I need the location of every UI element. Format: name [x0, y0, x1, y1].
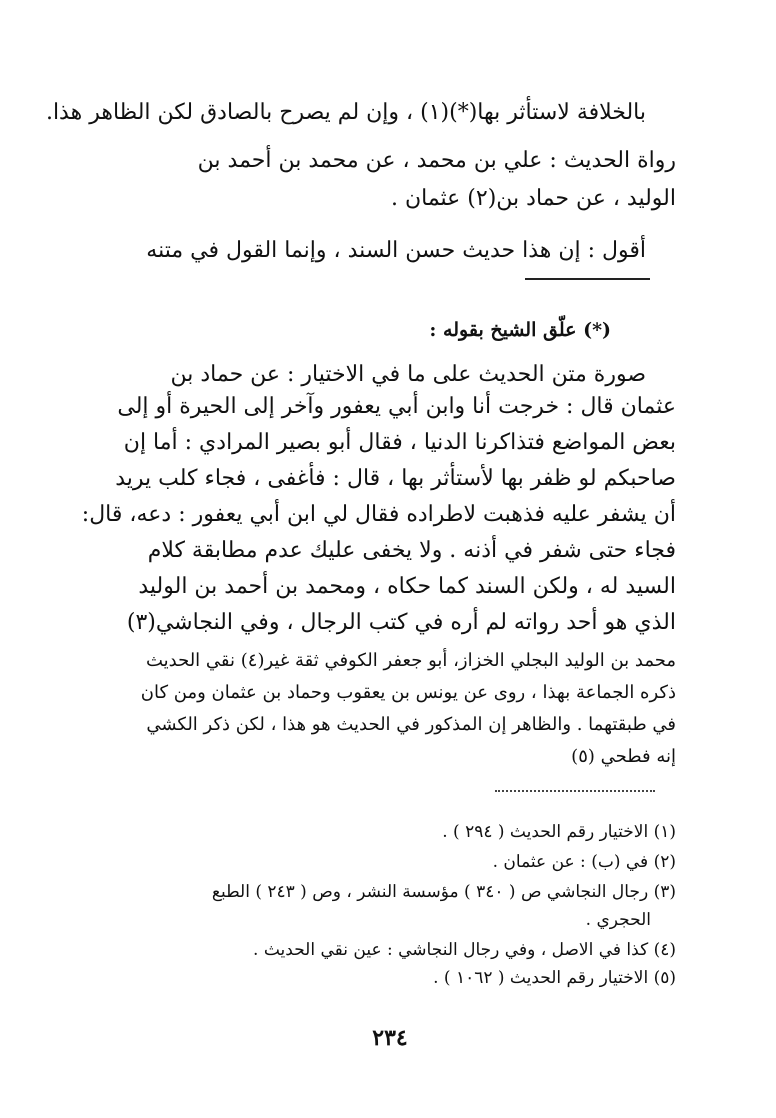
annotation-line: صورة متن الحديث على ما في الاختيار : عن حماد بن: [170, 362, 646, 387]
annotation-line: الذي هو أحد رواته لم أره في كتب الرجال ، وفي النجاشي(٣): [126, 610, 676, 635]
footnote-text: كذا في الاصل ، وفي رجال النجاشي : عين نقي الحديث .: [253, 940, 649, 960]
annotation-line: أن يشفر عليه فذهبت لاطراده فقال لي ابن أبي يعفور : دعه، قال:: [81, 502, 676, 527]
annotation-small-line: محمد بن الوليد البجلي الخزاز، أبو جعفر الكوفي ثقة غير(٤) نقي الحديث: [145, 650, 676, 671]
text-line-2: رواة الحديث : علي بن محمد ، عن محمد بن أحمد بن: [197, 148, 676, 173]
footnote-divider: [495, 790, 655, 792]
footnote-text: الاختيار رقم الحديث ( ٢٩٤ ) .: [442, 822, 649, 842]
text-line-4: أقول : إن هذا حديث حسن السند ، وإنما القول في متنه: [146, 238, 646, 263]
annotation-heading: (*) علّق الشيخ بقوله :: [429, 319, 611, 341]
footnote-number: (٥): [653, 968, 676, 988]
footnote-number: (٣): [653, 882, 676, 902]
footnote-continuation: [95, 908, 651, 932]
annotation-line: عثمان قال : خرجت أنا وابن أبي يعفور وآخر إلى الحيرة أو إلى: [117, 394, 676, 419]
annotation-line: السيد له ، ولكن السند كما حكاه ، ومحمد بن أحمد بن الوليد: [138, 574, 676, 599]
footnote-text: في (ب) : عن عثمان .: [492, 852, 649, 872]
footnote: [95, 966, 676, 990]
footnote: [95, 938, 676, 962]
footnote-text: الحجري .: [585, 910, 651, 930]
annotation-line: صاحبكم لو ظفر بها لأستأثر بها ، قال : فأغفى ، فجاء كلب يريد: [115, 466, 676, 491]
annotation-line: بعض المواضع فتذاكرنا الدنيا ، فقال أبو بصير المرادي : أما إن: [123, 430, 676, 455]
footnote-number: (٤): [653, 940, 676, 960]
text-line-1: بالخلافة لاستأثر بها(*)(١) ، وإن لم يصرح بالصادق لكن الظاهر هذا.: [45, 100, 646, 125]
footnote-number: (٢): [653, 852, 676, 872]
footnote-number: (١): [653, 822, 676, 842]
footnote: [95, 850, 676, 874]
footnote: [95, 820, 676, 844]
separator-rule: [525, 278, 650, 280]
text-line-3: الوليد ، عن حماد بن(٢) عثمان .: [390, 186, 676, 211]
page-number: ٢٣٤: [372, 1025, 408, 1051]
annotation-small-line: ذكره الجماعة بهذا ، روى عن يونس بن يعقوب وحماد بن عثمان ومن كان: [140, 682, 676, 703]
footnote: [95, 880, 676, 904]
annotation-small-line: إنه فطحي (٥): [571, 746, 676, 767]
footnote-text: الاختيار رقم الحديث ( ١٠٦٢ ) .: [433, 968, 649, 988]
annotation-small-line: في طبقتهما . والظاهر إن المذكور في الحديث هو هذا ، لكن ذكر الكشي: [146, 714, 676, 735]
footnote-text: رجال النجاشي ص ( ٣٤٠ ) مؤسسة النشر ، وص ( ٢٤٣ ) الطبع: [211, 882, 649, 902]
annotation-line: فجاء حتى شفر في أذنه . ولا يخفى عليك عدم مطابقة كلام: [147, 538, 676, 563]
